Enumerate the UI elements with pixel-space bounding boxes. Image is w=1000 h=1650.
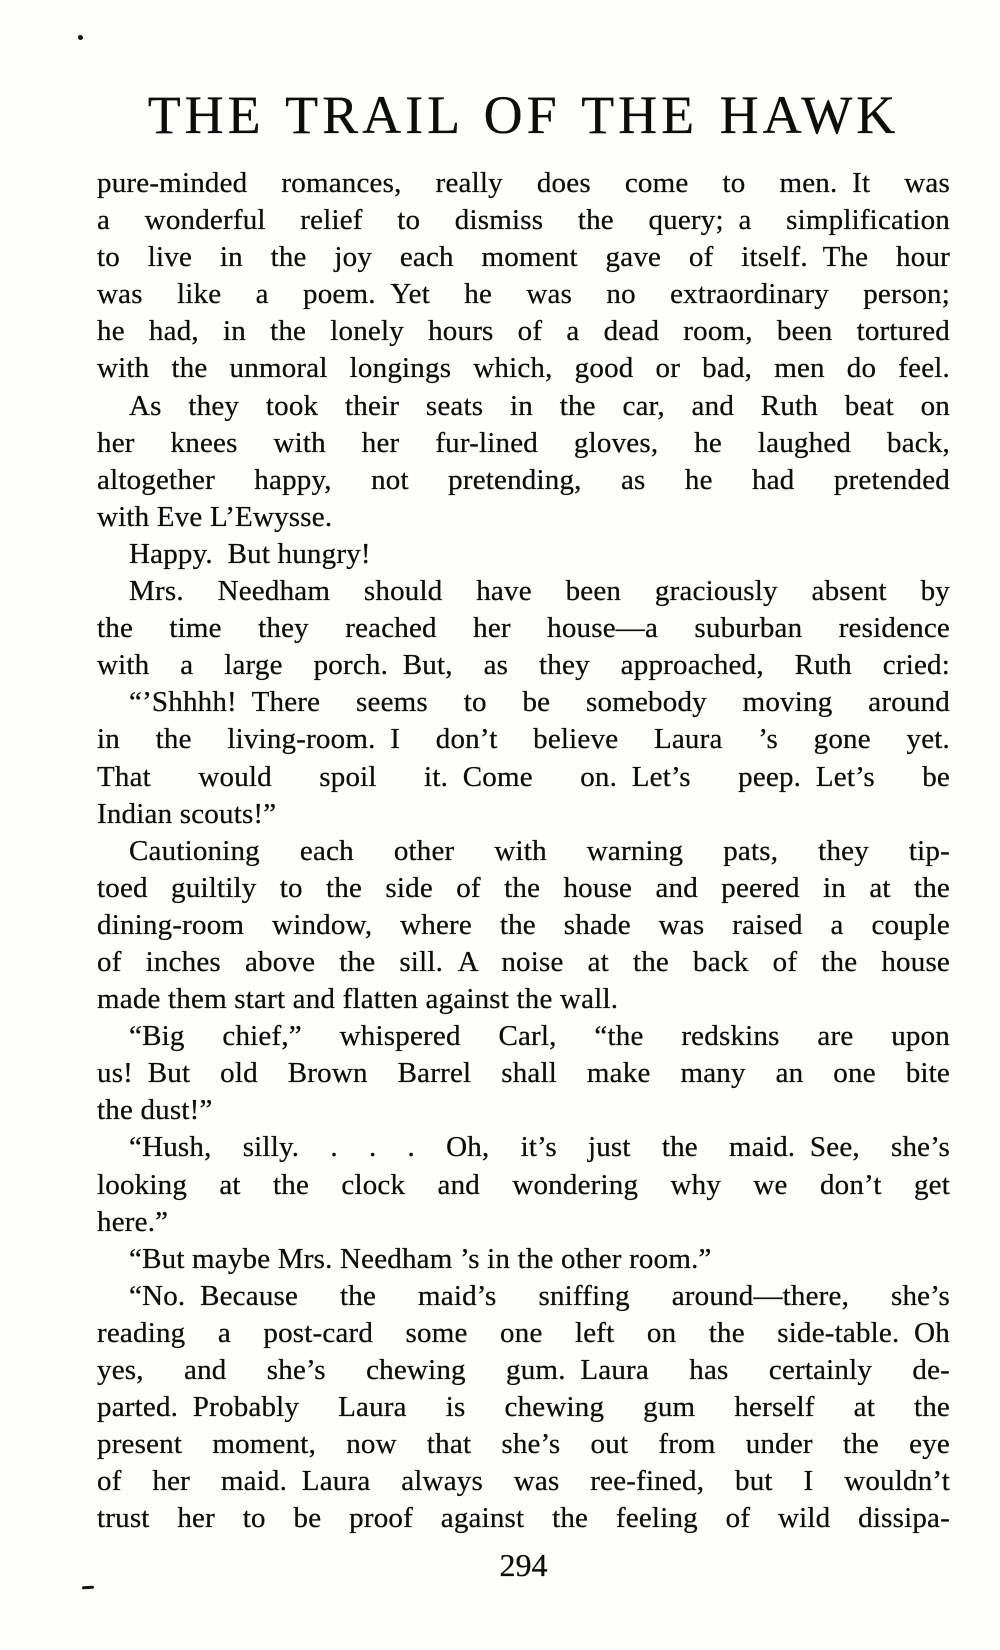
text-line: yes, and she’s chewing gum. Laura has certainly de- bbox=[97, 1354, 950, 1386]
paragraph bbox=[97, 684, 950, 832]
paragraph bbox=[97, 833, 950, 1018]
text-line: made them start and flatten against the wall. bbox=[97, 983, 619, 1016]
paragraph bbox=[97, 1241, 950, 1278]
text-line: with a large porch. But, as they approached, Ruth cried: bbox=[97, 649, 950, 682]
text-line: here.” bbox=[97, 1205, 169, 1238]
text-line: the dust!” bbox=[97, 1094, 213, 1127]
text-line: As they took their seats in the car, and Ruth beat on bbox=[129, 389, 950, 422]
text-line: her knees with her fur-lined gloves, he laughed back, bbox=[97, 426, 950, 459]
text-line: with the unmoral longings which, good or bad, men do feel. bbox=[97, 352, 950, 385]
text-line: trust her to be proof against the feeling of wild dissipa- bbox=[97, 1502, 950, 1535]
paragraph bbox=[97, 388, 950, 536]
paragraph bbox=[97, 1278, 950, 1538]
text-line: present moment, now that she’s out from under the eye bbox=[97, 1428, 950, 1461]
text-line: That would spoil it. Come on. Let’s peep. Let’s be bbox=[97, 760, 950, 793]
page-title: THE TRAIL OF THE HAWK bbox=[147, 85, 900, 145]
text-line: dining-room window, where the shade was raised a couple bbox=[97, 908, 950, 941]
page-number: 294 bbox=[499, 1547, 548, 1583]
paragraph bbox=[97, 1129, 950, 1240]
paragraph bbox=[97, 1018, 950, 1129]
text-line: in the living-room. I don’t believe Laura ’s gone yet. bbox=[97, 723, 950, 756]
text-line: parted. Probably Laura is chewing gum herself at the bbox=[97, 1391, 950, 1424]
text-line: the time they reached her house—a suburban residence bbox=[97, 612, 950, 645]
text-line: he had, in the lonely hours of a dead room, been tortured bbox=[97, 315, 950, 348]
text-line: “Hush, silly. . . . Oh, it’s just the maid. See, she’s bbox=[129, 1131, 950, 1164]
text-line: reading a post-card some one left on the side-table. Oh bbox=[97, 1316, 950, 1349]
text-line: us! But old Brown Barrel shall make many an one bite bbox=[97, 1057, 950, 1090]
text-line: “’Shhhh! There seems to be somebody moving around bbox=[129, 686, 950, 719]
paragraph bbox=[97, 165, 950, 388]
text-line: “But maybe Mrs. Needham ’s in the other room.” bbox=[129, 1242, 712, 1275]
text-line: pure-minded romances, really does come to men. It was bbox=[97, 167, 950, 199]
paragraph bbox=[97, 536, 950, 573]
text-line: altogether happy, not pretending, as he had pretended bbox=[97, 463, 950, 496]
text-line: of inches above the sill. A noise at the back of the house bbox=[97, 945, 950, 978]
body-text bbox=[97, 165, 950, 1537]
text-line: Indian scouts!” bbox=[97, 797, 277, 830]
text-line: with Eve L’Ewysse. bbox=[97, 500, 333, 533]
text-line: “Big chief,” whispered Carl, “the redskins are upon bbox=[129, 1020, 950, 1053]
scan-mark-bottom-left bbox=[82, 1586, 94, 1590]
text-line: a wonderful relief to dismiss the query; a simplification bbox=[97, 204, 950, 237]
text-line: to live in the joy each moment gave of itself. The hour bbox=[97, 241, 950, 274]
paragraph bbox=[97, 573, 950, 684]
text-line: toed guiltily to the side of the house and peered in at the bbox=[97, 871, 950, 904]
text-line: Happy. But hungry! bbox=[129, 537, 371, 570]
text-line: Mrs. Needham should have been graciously absent by bbox=[129, 575, 950, 608]
scan-speck-top-left bbox=[78, 35, 83, 40]
text-line: “No. Because the maid’s sniffing around—there, she’s bbox=[129, 1279, 950, 1312]
text-line: was like a poem. Yet he was no extraordinary person; bbox=[97, 278, 950, 311]
text-line: of her maid. Laura always was ree-fined, but I wouldn’t bbox=[97, 1465, 950, 1498]
text-line: Cautioning each other with warning pats, they tip- bbox=[129, 834, 950, 867]
text-line: looking at the clock and wondering why we don’t get bbox=[97, 1168, 950, 1201]
